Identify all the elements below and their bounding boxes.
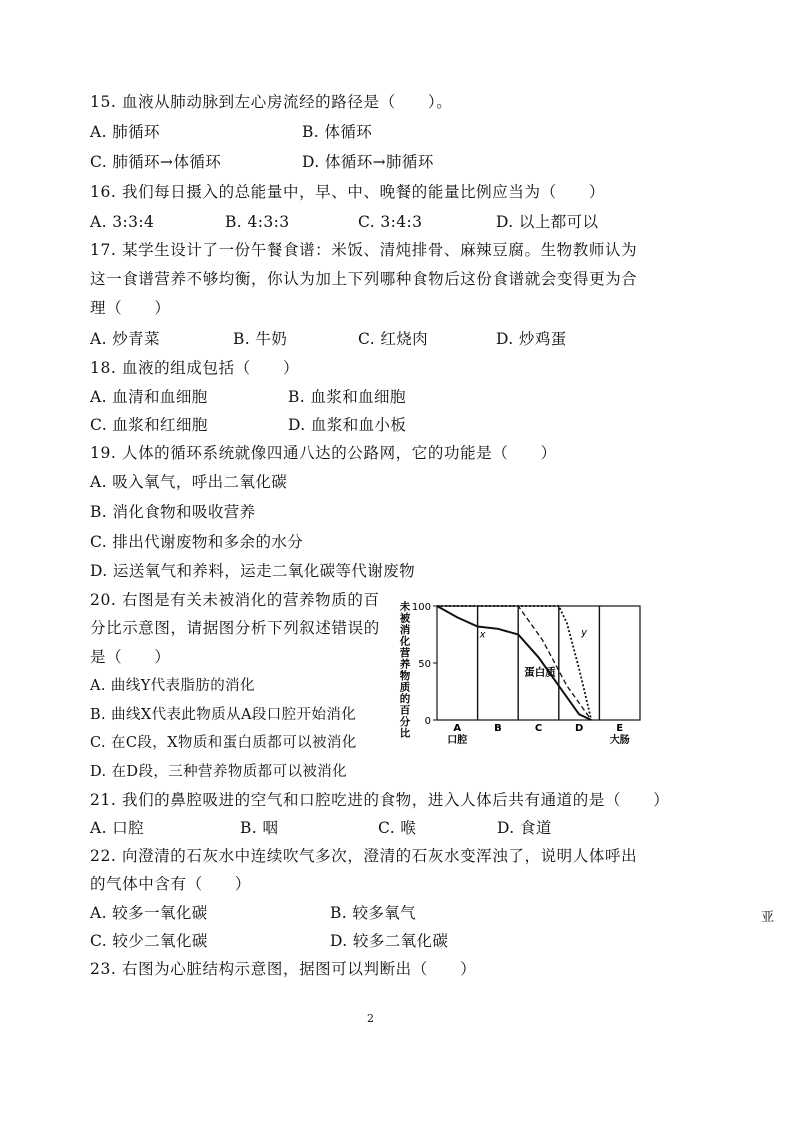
curve-y-label: y (581, 627, 588, 639)
q17-stem-line3: 理（ ） (90, 299, 171, 317)
q22-stem-line1: 22. 向澄清的石灰水中连续吹气多次，澄清的石灰水变浑浊了，说明人体呼出 (90, 847, 638, 865)
y-axis-label-char: 化 (399, 635, 411, 648)
q16-option-a: A. 3:3:4 (90, 213, 155, 231)
y-axis-label-char: 消 (399, 624, 411, 636)
curve-y (437, 606, 591, 720)
q17-option-b: B. 牛奶 (233, 330, 288, 348)
q21-option-b: B. 咽 (240, 819, 279, 837)
segment-label-b: B (494, 723, 502, 734)
q20-stem-line1: 20. 右图是有关未被消化的营养物质的百 (90, 591, 380, 609)
y-axis-label-char: 比 (399, 727, 411, 740)
q18-stem: 18. 血液的组成包括（ ） (90, 359, 300, 377)
q22-stem-line2: 的气体中含有（ ） (90, 875, 252, 893)
q15-option-a: A. 肺循环 (90, 123, 160, 141)
y-axis-label-char: 质 (399, 681, 411, 694)
digestion-chart (393, 596, 663, 746)
q17-stem-line1: 17. 某学生设计了一份午餐食谱：米饭、清炖排骨、麻辣豆腐。生物教师认为 (90, 241, 638, 259)
y-tick-label: 100 (411, 602, 431, 613)
y-axis-label-char: 百 (399, 704, 411, 717)
y-axis-label-char: 营 (399, 647, 411, 659)
curve-x (437, 606, 591, 720)
q21-stem: 21. 我们的鼻腔吸进的空气和口腔吃进的食物，进入人体后共有通道的是（ ） (90, 791, 670, 809)
plot-frame (437, 606, 640, 720)
q20-stem-line3: 是（ ） (90, 648, 171, 666)
curve-protein (437, 606, 591, 720)
segment-label-e: E (616, 723, 624, 734)
margin-character: 亚 (761, 910, 775, 925)
q22-option-c: C. 较少二氧化碳 (90, 932, 208, 950)
q19-option-a: A. 吸入氧气，呼出二氧化碳 (90, 473, 288, 491)
q19-option-d: D. 运送氧气和养料，运走二氧化碳等代谢废物 (90, 562, 416, 580)
q19-stem: 19. 人体的循环系统就像四通八达的公路网，它的功能是（ ） (90, 444, 557, 462)
segment-label-a: A (453, 723, 462, 734)
y-axis-label-char: 未 (399, 601, 411, 613)
q16-option-b: B. 4:3:3 (225, 213, 290, 231)
q22-option-b: B. 较多氧气 (330, 904, 417, 922)
y-axis-label-char: 分 (399, 716, 411, 728)
q19-option-b: B. 消化食物和吸收营养 (90, 503, 256, 521)
y-tick-label: 50 (418, 659, 431, 670)
segment-label-mouth: 口腔 (447, 735, 468, 746)
q23-stem: 23. 右图为心脏结构示意图，据图可以判断出（ ） (90, 960, 477, 978)
y-axis-label-char: 的 (399, 693, 411, 705)
q17-option-c: C. 红烧肉 (358, 330, 429, 348)
q20-option-b: B. 曲线X代表此物质从A段口腔开始消化 (90, 707, 357, 723)
q20-option-a: A. 曲线Y代表脂肪的消化 (90, 678, 255, 694)
q15-option-c: C. 肺循环→体循环 (90, 153, 222, 171)
curve-x-label: x (479, 629, 486, 641)
q19-option-c: C. 排出代谢废物和多余的水分 (90, 533, 304, 551)
q18-option-a: A. 血清和血细胞 (90, 388, 208, 406)
q22-option-d: D. 较多二氧化碳 (330, 932, 449, 950)
segment-label-large-intestine: 大肠 (609, 735, 630, 746)
q22-option-a: A. 较多一氧化碳 (90, 904, 208, 922)
q17-option-a: A. 炒青菜 (90, 330, 160, 348)
q20-stem-line2: 分比示意图，请据图分析下列叙述错误的 (90, 619, 380, 637)
y-axis-label (399, 600, 411, 740)
q15-option-d: D. 体循环→肺循环 (302, 153, 434, 171)
page-number: 2 (367, 1012, 374, 1025)
q18-option-c: C. 血浆和红细胞 (90, 416, 208, 434)
y-axis-label-char: 物 (399, 670, 411, 682)
protein-label: 蛋白质 (524, 666, 556, 679)
y-tick-label: 0 (424, 716, 431, 727)
y-axis-label-char: 被 (399, 612, 411, 625)
q16-option-c: C. 3:4:3 (358, 213, 423, 231)
q18-option-d: D. 血浆和血小板 (288, 416, 407, 434)
q21-option-a: A. 口腔 (90, 819, 145, 837)
q17-stem-line2: 这一食谱营养不够均衡，你认为加上下列哪种食物后这份食谱就会变得更为合 (90, 270, 638, 288)
q15-option-b: B. 体循环 (302, 123, 373, 141)
q15-stem: 15. 血液从肺动脉到左心房流经的路径是（ ）。 (90, 93, 453, 111)
q18-option-b: B. 血浆和血细胞 (288, 388, 406, 406)
segment-label-d: D (574, 723, 584, 734)
q20-option-c: C. 在C段，X物质和蛋白质都可以被消化 (90, 735, 357, 751)
q21-option-c: C. 喉 (378, 819, 417, 837)
q17-option-d: D. 炒鸡蛋 (496, 330, 567, 348)
q21-option-d: D. 食道 (497, 819, 552, 837)
q20-option-d: D. 在D段，三种营养物质都可以被消化 (90, 764, 348, 780)
q16-option-d: D. 以上都可以 (496, 213, 599, 231)
q16-stem: 16. 我们每日摄入的总能量中，早、中、晚餐的能量比例应当为（ ） (90, 183, 605, 201)
segment-label-c: C (534, 723, 543, 734)
y-axis-label-char: 养 (399, 658, 411, 671)
